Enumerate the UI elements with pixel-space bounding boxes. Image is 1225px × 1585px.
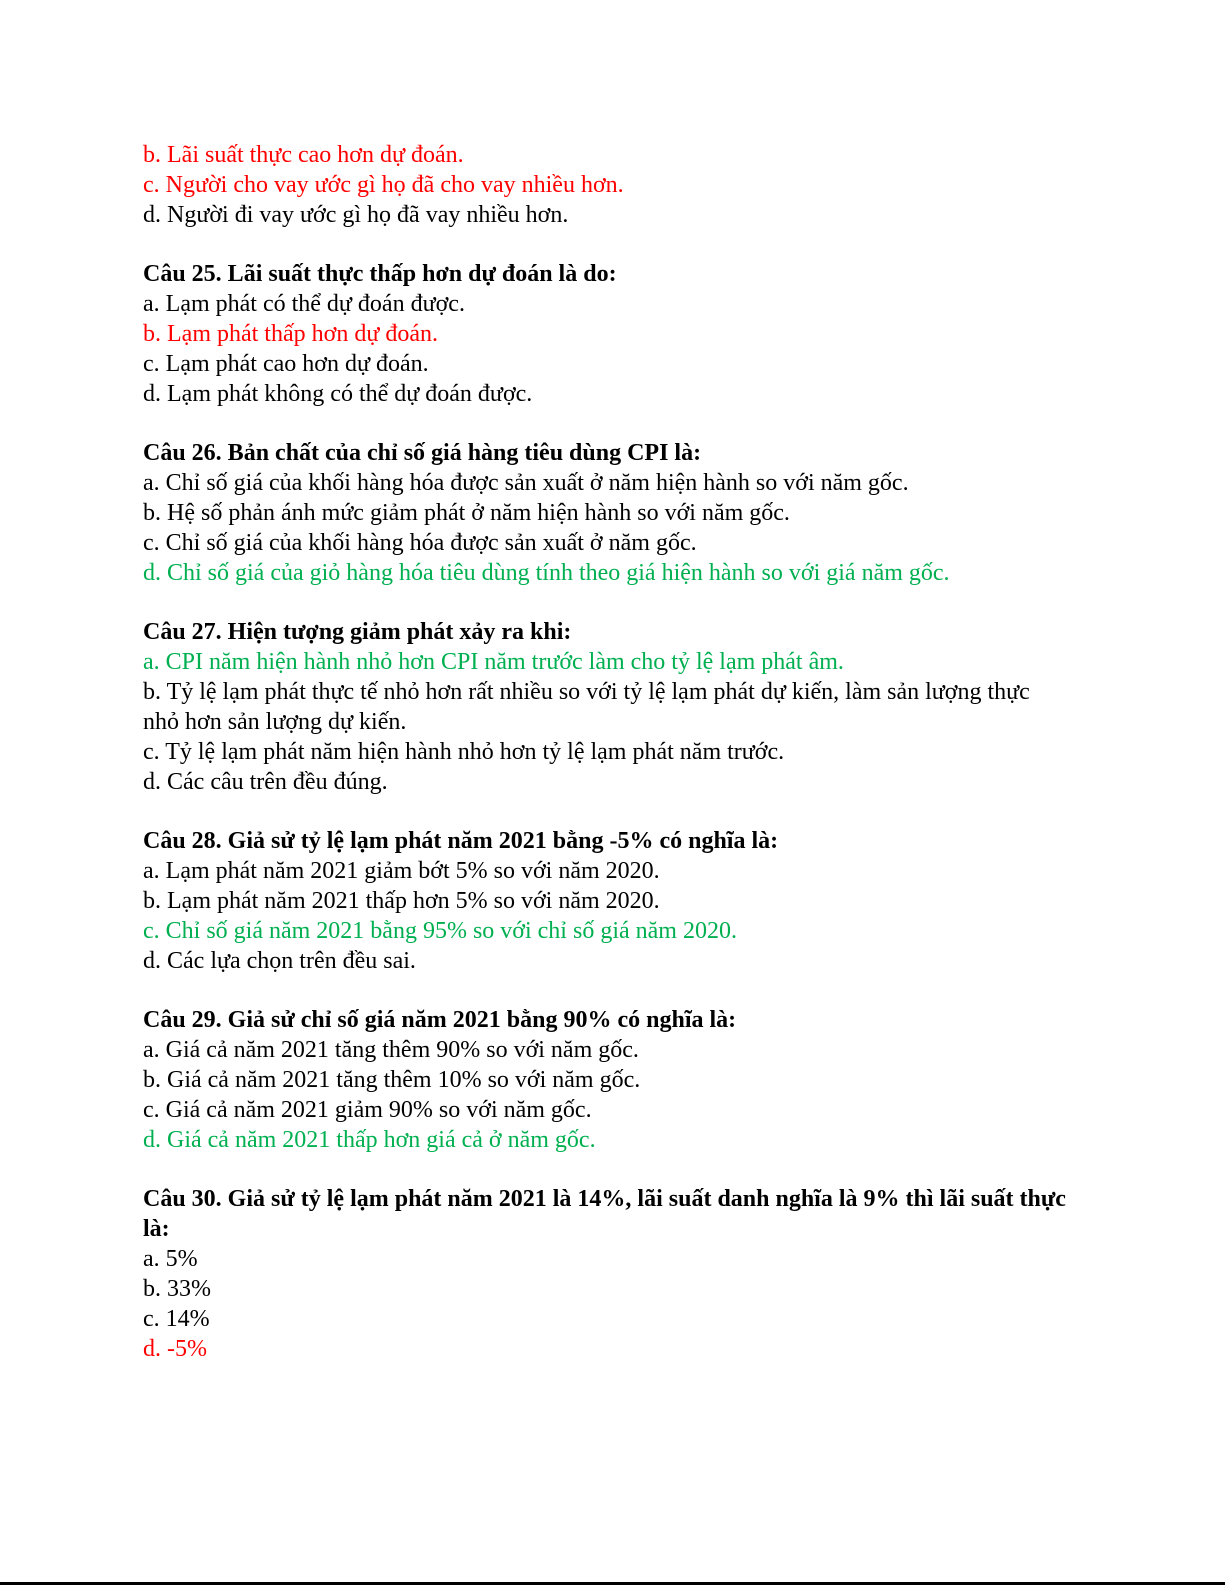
option-d: d. Các câu trên đều đúng.: [143, 769, 388, 795]
spacer: [143, 1155, 1093, 1184]
option-c: c. Tỷ lệ lạm phát năm hiện hành nhỏ hơn tỷ lệ lạm phát năm trước.: [143, 739, 785, 765]
question-title: Câu 26. Bản chất của chỉ số giá hàng tiêu dùng CPI là:: [143, 440, 702, 466]
option-a: a. CPI năm hiện hành nhỏ hơn CPI năm trước làm cho tỷ lệ lạm phát âm.: [143, 649, 844, 675]
spacer: [143, 976, 1093, 1005]
spacer: [143, 230, 1093, 259]
option-c: c. Chỉ số giá của khối hàng hóa được sản xuất ở năm gốc.: [143, 530, 697, 556]
carryover-block: [143, 140, 1093, 230]
option-a: a. Lạm phát năm 2021 giảm bớt 5% so với năm 2020.: [143, 858, 660, 884]
option-b: b. Giá cả năm 2021 tăng thêm 10% so với năm gốc.: [143, 1067, 641, 1093]
question-28: [143, 826, 1093, 976]
option-c: c. 14%: [143, 1306, 210, 1332]
question-title: Câu 28. Giả sử tỷ lệ lạm phát năm 2021 bằng -5% có nghĩa là:: [143, 828, 779, 854]
option-d: d. Các lựa chọn trên đều sai.: [143, 948, 416, 974]
option-a: a. Lạm phát có thể dự đoán được.: [143, 291, 465, 317]
option-c: c. Giá cả năm 2021 giảm 90% so với năm gốc.: [143, 1097, 592, 1123]
option-b: b. Lạm phát thấp hơn dự đoán.: [143, 321, 438, 347]
question-26: [143, 438, 1093, 588]
option-c: c. Chỉ số giá năm 2021 bằng 95% so với chỉ số giá năm 2020.: [143, 918, 737, 944]
option-d: d. -5%: [143, 1336, 207, 1362]
question-title: Câu 30. Giả sử tỷ lệ lạm phát năm 2021 là 14%, lãi suất danh nghĩa là 9% thì lãi suất thực là:: [143, 1186, 1066, 1242]
option-c: c. Lạm phát cao hơn dự đoán.: [143, 351, 429, 377]
spacer: [143, 409, 1093, 438]
option-a: a. Chỉ số giá của khối hàng hóa được sản xuất ở năm hiện hành so với năm gốc.: [143, 470, 909, 496]
option-b: b. Lãi suất thực cao hơn dự đoán.: [143, 142, 464, 168]
option-b: b. Tỷ lệ lạm phát thực tế nhỏ hơn rất nhiều so với tỷ lệ lạm phát dự kiến, làm sản lượng thực nhỏ hơn sản lượng dự kiến.: [143, 679, 1030, 735]
question-25: [143, 259, 1093, 409]
option-d: d. Người đi vay ước gì họ đã vay nhiều hơn.: [143, 202, 569, 228]
option-a: a. 5%: [143, 1246, 198, 1272]
question-title: Câu 29. Giả sử chỉ số giá năm 2021 bằng 90% có nghĩa là:: [143, 1007, 737, 1033]
page-content: [143, 140, 1093, 1364]
option-d: d. Lạm phát không có thể dự đoán được.: [143, 381, 533, 407]
question-27: [143, 617, 1093, 797]
question-title: Câu 25. Lãi suất thực thấp hơn dự đoán là do:: [143, 261, 617, 287]
option-b: b. 33%: [143, 1276, 211, 1302]
spacer: [143, 797, 1093, 826]
option-b: b. Hệ số phản ánh mức giảm phát ở năm hiện hành so với năm gốc.: [143, 500, 790, 526]
option-a: a. Giá cả năm 2021 tăng thêm 90% so với năm gốc.: [143, 1037, 639, 1063]
option-c: c. Người cho vay ước gì họ đã cho vay nhiều hơn.: [143, 172, 624, 198]
question-30: [143, 1184, 1093, 1364]
option-d: d. Chỉ số giá của giỏ hàng hóa tiêu dùng tính theo giá hiện hành so với giá năm gốc.: [143, 560, 950, 586]
question-title: Câu 27. Hiện tượng giảm phát xảy ra khi:: [143, 619, 572, 645]
option-d: d. Giá cả năm 2021 thấp hơn giá cả ở năm gốc.: [143, 1127, 596, 1153]
option-b: b. Lạm phát năm 2021 thấp hơn 5% so với năm 2020.: [143, 888, 660, 914]
spacer: [143, 588, 1093, 617]
question-29: [143, 1005, 1093, 1155]
